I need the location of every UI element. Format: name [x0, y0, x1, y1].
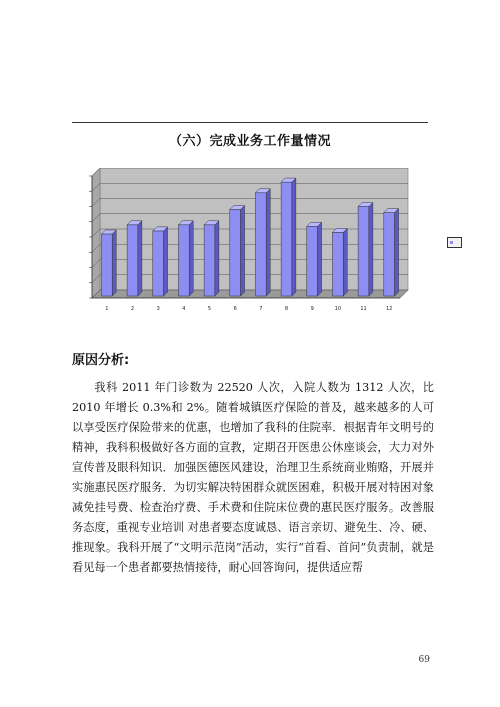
bar-side-10 — [343, 228, 347, 296]
bar-4 — [178, 225, 189, 296]
x-tick-label: 6 — [233, 306, 237, 312]
bar-side-12 — [395, 209, 399, 296]
x-tick-label: 4 — [182, 306, 186, 312]
top-divider — [72, 122, 428, 123]
bar-1 — [101, 234, 112, 296]
bar-6 — [230, 210, 241, 296]
x-tick-label: 10 — [334, 306, 342, 312]
chart-legend — [447, 237, 462, 248]
bar-12 — [384, 213, 395, 296]
bar-7 — [255, 193, 266, 296]
x-tick-label: 1 — [105, 306, 109, 312]
workload-bar-chart — [60, 168, 420, 328]
page-number: 69 — [418, 655, 430, 665]
bar-8 — [281, 182, 292, 296]
bar-side-4 — [189, 221, 193, 296]
x-tick-label: 5 — [207, 306, 212, 312]
bar-11 — [358, 207, 369, 297]
x-tick-label: 8 — [284, 306, 289, 312]
bar-3 — [153, 231, 164, 296]
bar-side-8 — [292, 178, 296, 296]
analysis-paragraph: 我科 2011 年门诊数为 22520 人次，入院人数为 1312 人次，比 2010 年增长 0.3%和 2%。随着城镇医疗保险的普及，越来越多的人可以享受医疗保险带来的优惠，也增加了我科的住院率．根据青年文明号的精神，我科积极做好各方面的宣教，定期召开医患公休座谈会，大力对外宣传普及眼科知识．加强医德医风建设，治理卫生系统商业贿赂，开展并实施惠民医疗服务．为切实解决特困群众就医困难，积极开展对特困对象减免挂号费、检查治疗费、手术费和住院床位费的惠民医疗服务。改善服务态度，重视专业培训 对患者要态度诚恳、语言亲切、避免生、冷、硬、推现象。我科开展了“文明示范岗”活动，实行“首看、首问”负责制，就是看见每一个患者都要热情接待，耐心回答询问，提供适应帮 — [72, 381, 434, 574]
bar-9 — [307, 226, 318, 296]
section-title: （六）完成业务工作量情况 — [168, 134, 331, 149]
bar-side-3 — [164, 227, 168, 296]
x-tick-label: 12 — [385, 306, 393, 312]
bar-5 — [204, 225, 215, 296]
x-tick-label: 3 — [156, 306, 160, 312]
bar-side-7 — [266, 189, 270, 296]
bar-side-9 — [318, 222, 322, 296]
analysis-heading: 原因分析: — [72, 353, 130, 368]
bar-side-5 — [215, 221, 219, 296]
bar-2 — [127, 225, 138, 296]
bar-10 — [332, 232, 343, 296]
bar-side-2 — [138, 221, 142, 296]
bar-side-11 — [369, 203, 373, 297]
x-tick-label: 9 — [310, 306, 314, 312]
x-tick-label: 11 — [360, 306, 367, 312]
bar-side-6 — [241, 206, 245, 296]
x-tick-label: 7 — [259, 306, 263, 312]
bar-side-1 — [112, 230, 116, 296]
analysis-body — [72, 378, 434, 578]
x-tick-label: 2 — [130, 306, 135, 312]
